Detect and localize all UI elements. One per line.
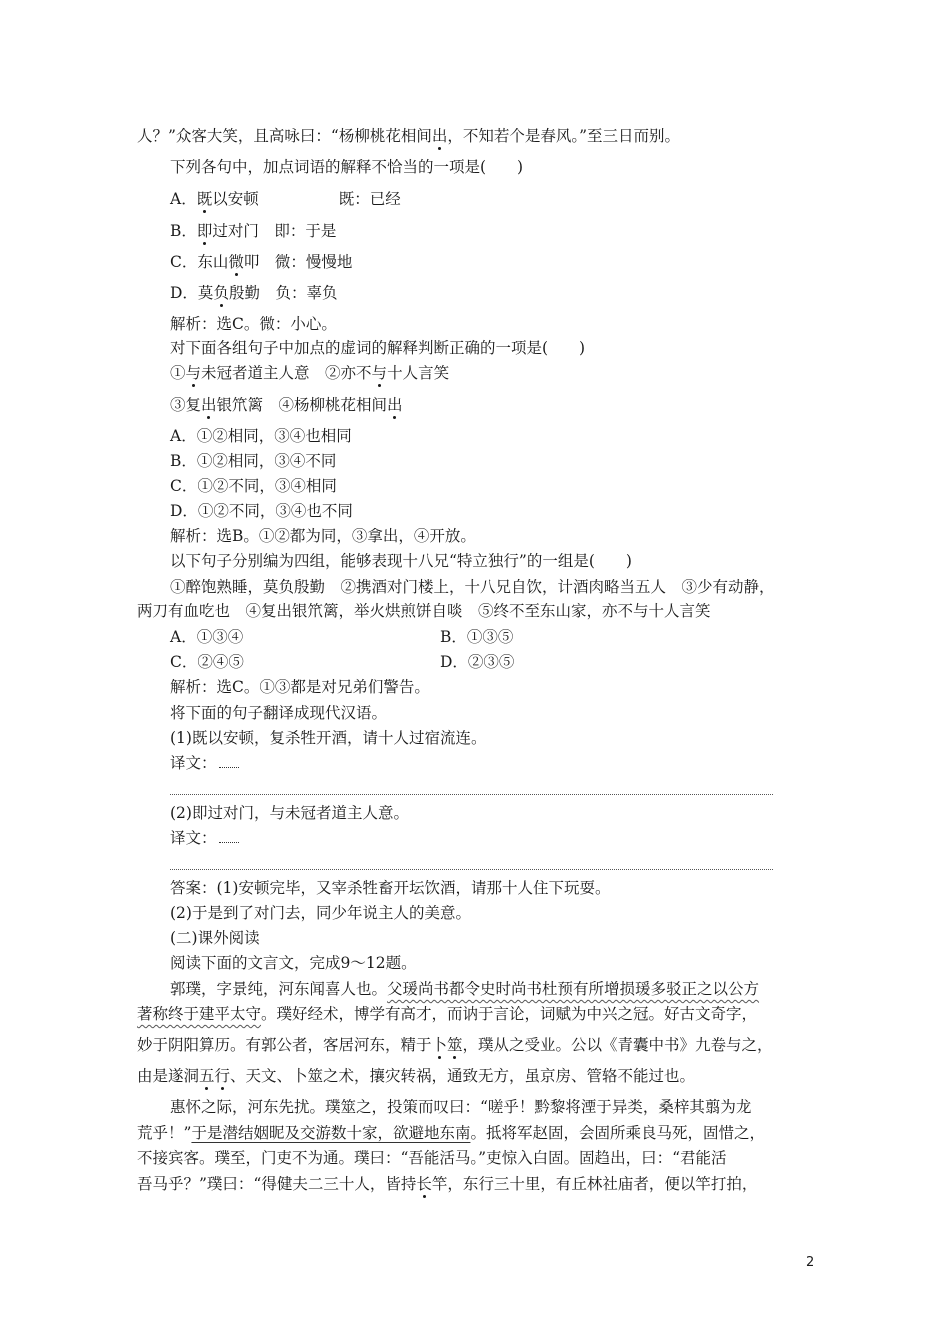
option-a: A．①②相同，③④也相同	[170, 427, 352, 445]
answer-blank	[219, 828, 239, 843]
answer-rule	[170, 794, 773, 795]
option-b: B．①③⑤	[440, 628, 514, 646]
passage-line: 妙于阴阳算历。有郭公者，客居河东，精于卜筮，璞从之受业。公以《青囊中书》九卷与之，	[137, 1036, 773, 1054]
page-number: 2	[806, 1255, 815, 1270]
passage-line: 不接宾客。璞至，门吏不为通。璞曰：“吾能活马。”吏惊入白固。固趋出，曰：“君能活	[137, 1149, 727, 1167]
option-row	[170, 627, 514, 647]
question-stem: 将下面的句子翻译成现代汉语。	[170, 704, 388, 722]
option-c: C．东山微叩 微：慢慢地	[170, 253, 353, 271]
answer-label: 译文：	[170, 754, 217, 772]
text-line: (1)既以安顿，复杀牲开酒，请十人过宿流连。	[170, 729, 487, 747]
answer-line	[170, 828, 239, 848]
option-d: D．莫负殷勤 负：辜负	[170, 284, 338, 302]
option-b: B．①②相同，③④不同	[170, 452, 337, 470]
answer-text: (2)于是到了对门去，同少年说主人的美意。	[170, 904, 471, 922]
option-d: D．①②不同，③④也不同	[170, 502, 353, 520]
answer-rule	[170, 869, 773, 870]
option-b: B．即过对门 即：于是	[170, 222, 337, 240]
passage-line: 郭璞，字景纯，河东闻喜人也。父瑗尚书都令史时尚书杜预有所增损瑗多驳正之以公方	[170, 980, 760, 998]
passage-line: 著称终于建平太守。璞好经术，博学有高才，而讷于言论，词赋为中兴之冠。好古文奇字，	[137, 1005, 758, 1023]
text-line: ①醉饱熟睡，莫负殷勤 ②携酒对门楼上，十八兄自饮，计酒肉略当五人 ③少有动静，	[170, 578, 775, 596]
option-c: C．①②不同，③④相同	[170, 477, 337, 495]
option-d: D．②③⑤	[440, 653, 515, 671]
question-stem: 对下面各组句子中加点的虚词的解释判断正确的一项是( )	[170, 339, 586, 357]
text-line: (2)即过对门，与未冠者道主人意。	[170, 804, 409, 822]
passage-line: 惠怀之际，河东先扰。璞筮之，投策而叹曰：“嗟乎！黔黎将湮于异类，桑梓其翦为龙	[170, 1098, 752, 1116]
sentence-group: ③复出银笊篱 ④杨柳桃花相间出	[170, 396, 403, 414]
passage-line: 由是遂洞五行、天文、卜筮之术，攘灾转祸，通致无方，虽京房、管辂不能过也。	[137, 1067, 696, 1085]
text-line: 两刀有血吃也 ④复出银笊篱，举火烘煎饼自啖 ⑤终不至东山家，亦不与十人言笑	[137, 602, 711, 620]
question-stem: 下列各句中，加点词语的解释不恰当的一项是( )	[170, 158, 524, 176]
passage-line: 荒乎！”于是潜结姻昵及交游数十家，欲避地东南。抵将军赵固，会固所乘良马死，固惜之，	[137, 1124, 765, 1142]
passage-line: 吾马乎？”璞曰：“得健夫二三十人，皆持长竿，东行三十里，有丘林社庙者，便以竿打拍，	[137, 1175, 758, 1193]
answer-text: 答案：(1)安顿完毕，又宰杀牲畜开坛饮酒，请那十人住下玩耍。	[170, 879, 611, 897]
analysis: 解析：选C。微：小心。	[170, 315, 337, 333]
question-stem: 以下句子分别编为四组，能够表现十八兄“特立独行”的一组是( )	[170, 552, 632, 570]
option-row	[170, 652, 515, 672]
text-line: 人？”众客大笑，且高咏曰：“杨柳桃花相间出，不知若个是春风。”至三日而别。	[137, 127, 681, 145]
option-a: A．既以安顿 既：已经	[170, 190, 401, 208]
analysis: 解析：选C。①③都是对兄弟们警告。	[170, 678, 430, 696]
option-c: C．②④⑤	[170, 653, 244, 671]
answer-label: 译文：	[170, 829, 217, 847]
section-heading: (二)课外阅读	[170, 929, 260, 947]
sentence-group: ①与未冠者道主人意 ②亦不与十人言笑	[170, 364, 450, 382]
instruction: 阅读下面的文言文，完成9～12题。	[170, 954, 417, 972]
analysis: 解析：选B。①②都为同，③拿出，④开放。	[170, 527, 476, 545]
answer-blank	[219, 753, 239, 768]
option-a: A．①③④	[170, 628, 244, 646]
answer-line	[170, 753, 239, 773]
